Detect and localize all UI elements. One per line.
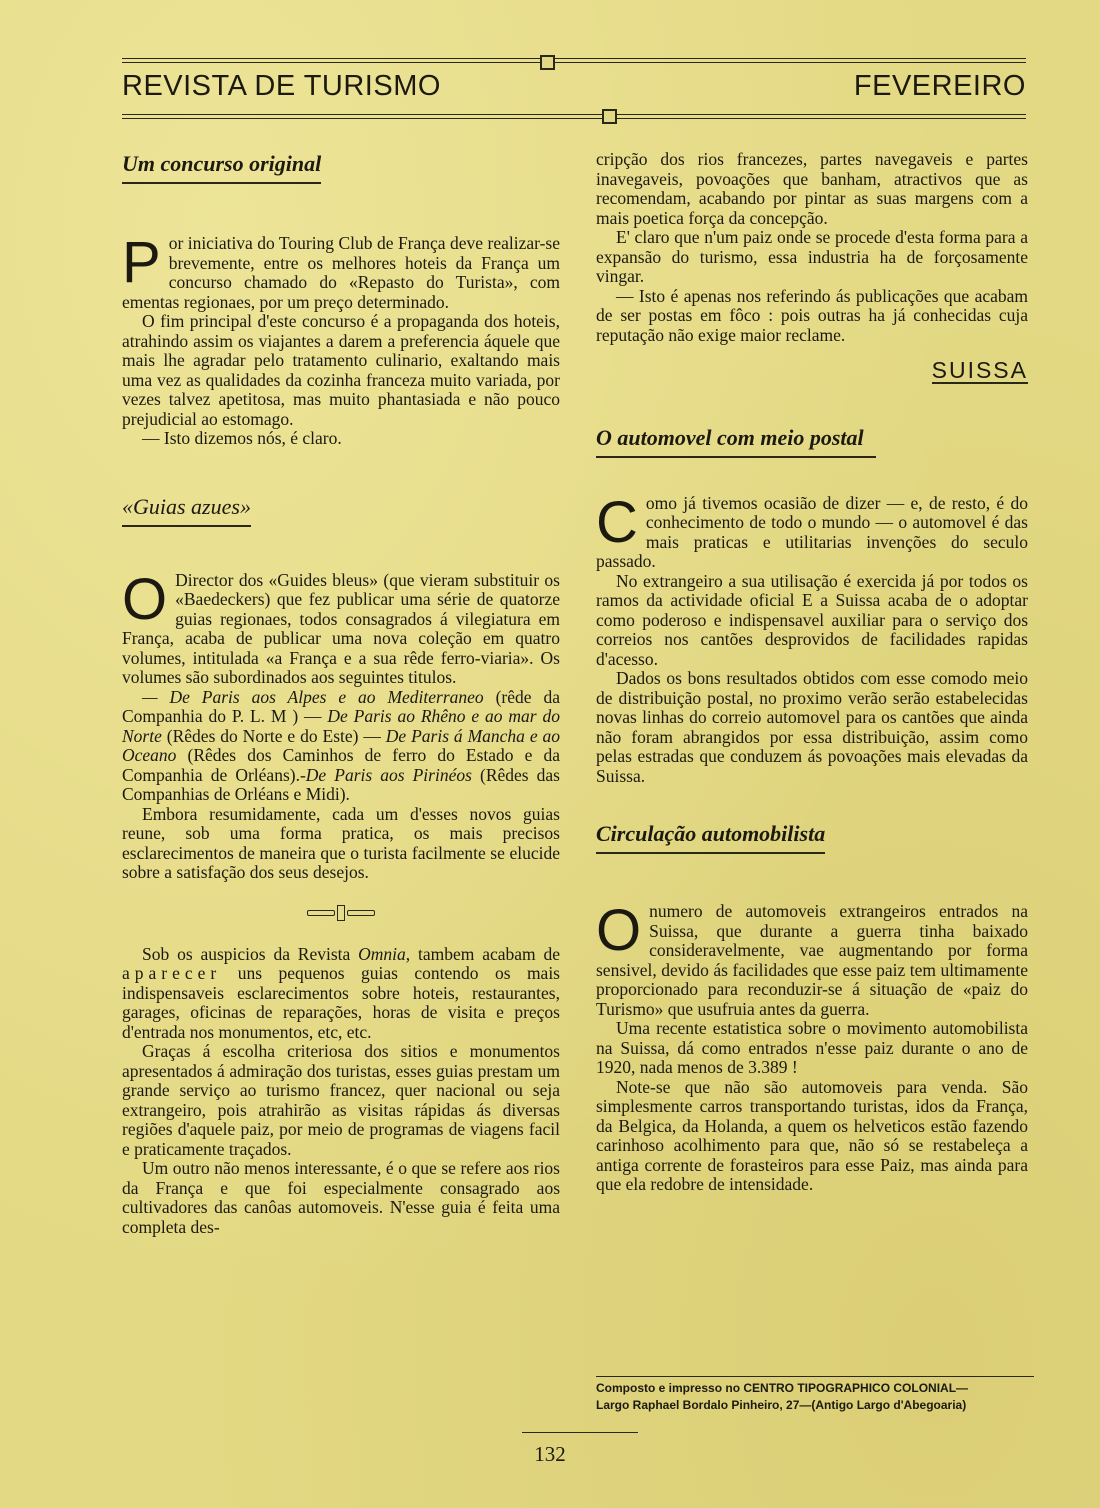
guide-title: De Paris aos Pirinéos: [305, 764, 472, 785]
section-title-circulacao: Circulação automobilista: [596, 820, 825, 854]
printer-imprint: [596, 1376, 1034, 1414]
paragraph-text: Director dos «Guides bleus» (que vieram substituir os «Baedeckers) que fez publicar uma série de quatorze guias regionaes, todos consagrados á vilegiatura em França, acaba de publicar uma nova coleção em quatro volumes, intitulada «a França e a sua rêde ferro-viaria». Os volumes são subordinados aos seguintes titulos.: [122, 569, 560, 687]
guide-title: De Paris á Mancha e ao Oceano: [122, 725, 560, 765]
paragraph-text: Sob os auspicios da Revista: [142, 943, 359, 964]
paragraph: Note-se que não são automoveis para venda. São simplesmente carros transportando turistas, idos da França, da Belgica, da Holanda, a quem os helveticos estão fazendo carinhoso acolhimento para que, não só se restabeleça a antiga corrente de forasteiros para esse Paiz, mas ainda para que ela redobre de intensidade.: [596, 1076, 1028, 1194]
imprint-line: Composto e impresso no CENTRO TIPOGRAPHICO COLONIAL—: [596, 1381, 969, 1395]
paragraph: — Isto é apenas nos referindo ás publicações que acabam de ser postas em fôco : pois outras ha já conhecidas cuja reputação não exige maior reclame.: [596, 285, 1028, 345]
paragraph: Graças á escolha criteriosa dos sitios e monumentos apresentados á admiração dos turistas, esses guias prestam um grande serviço ao turismo francez, quer nacional ou seja extrangeiro, pois atrahirão as visitas rápidas ás diversas regiões d'aquele paiz, por meio de programas de viagens facil e praticamente traçados.: [122, 1041, 560, 1159]
country-heading: [596, 357, 1028, 384]
paragraph-text: (Rêdes do Norte e do Este) —: [161, 725, 386, 746]
paragraph-text: (Rêdes dos Caminhos de ferro do Estado e da Companhia de Orléans).-: [122, 745, 560, 785]
paragraph-text: uns pequenos guias contendo os mais indispensaveis esclarecimentos sobre hoteis, restaurantes, garages, oficinas de reparações, horas de visita e preços d'entrada nos monumentos, etc, etc.: [122, 963, 560, 1042]
paragraph: [596, 489, 1028, 572]
paragraph: Uma recente estatistica sobre o movimento automobilista na Suissa, dá como entrados n'esse paiz durante o ano de 1920, nada menos de 3.389 !: [596, 1018, 1028, 1077]
section-title-automovel-postal: O automovel com meio postal: [596, 424, 876, 458]
paragraph-text: aparecer: [122, 963, 222, 983]
paragraph: Um outro não menos interessante, é o que se refere aos rios da França e que foi especialmente consagrado aos cultivadores das canôas automoveis. N'esse guia é feita uma completa des-: [122, 1158, 560, 1237]
right-column: [596, 150, 1028, 1195]
paragraph: O fim principal d'este concurso é a propaganda dos hoteis, atrahindo assim os viajantes a darem a preferencia áquele que mais lhe agradar pelo tratamento culinario, exaltando mais uma vez as qualidades da cozinha franceza muito variada, por vezes talvez apetitosa, mas muito phantasiada e não pouco prejudicial ao estomago.: [122, 311, 560, 429]
paragraph: — Isto dizemos nós, é claro.: [142, 428, 342, 448]
paragraph: Embora resumidamente, cada um d'esses novos guias reune, sob uma forma pratica, os mais precisos esclarecimentos de maneira que o turista facilmente se elucide sobre a satisfação dos seus desejos.: [122, 803, 560, 882]
paragraph-text: , tambem acabam de: [405, 943, 560, 964]
issue-month: FEVEREIRO: [853, 70, 1026, 102]
paragraph: [122, 688, 560, 805]
footer-rule: [522, 1432, 638, 1433]
paragraph-text: omo já tivemos ocasião de dizer — e, de resto, é do conhecimento de todo o mundo — o automovel é das mais praticas e utilitarias invenções do seculo passado.: [596, 492, 1028, 571]
paragraph-text: (rêde da Companhia do P. L. M ) —: [122, 686, 560, 726]
ornament-divider: [122, 903, 560, 917]
paragraph: No extrangeiro a sua utilisação é exercida já por todos os ramos da actividade oficial E a Suissa acaba de o adoptar como poderoso e indispensavel auxiliar para o serviço dos correios nos cantões desprovidos de facilidades rapidas d'acesso.: [596, 570, 1028, 669]
paragraph: [596, 898, 1028, 1019]
drop-cap: C: [596, 489, 638, 555]
guide-title: De Paris ao Rhêno e ao mar do Norte: [122, 706, 560, 746]
drop-cap: P: [122, 230, 161, 295]
paragraph: [122, 566, 560, 688]
header-ornament-box-2: [602, 109, 617, 124]
paragraph-text: or iniciativa do Touring Club de França deve realizar-se brevemente, entre os melhores hoteis da França um concurso chamado do «Repasto do Turista», com ementas regionaes, por um preço determinado.: [122, 233, 560, 312]
header-ornament-box: [540, 55, 555, 70]
paragraph: [122, 945, 560, 1043]
imprint-line: Largo Raphael Bordalo Pinheiro, 27—(Antigo Largo d'Abegoaria): [596, 1398, 967, 1412]
paragraph: [122, 230, 560, 312]
magazine-title: REVISTA DE TURISMO: [122, 70, 441, 102]
drop-cap: O: [122, 566, 168, 632]
left-column: [122, 150, 560, 1237]
section-title-concurso: Um concurso original: [122, 150, 321, 184]
country-name: SUISSA: [931, 357, 1028, 383]
paragraph: Dados os bons resultados obtidos com esse comodo meio de distribuição postal, no proximo verão serão estabelecidas novas linhas do correio automovel para os cantões que ainda não foram abrangidos por essa distribuição, assim como pelas estradas que conduzem ás povoações mais elevadas da Suissa.: [596, 668, 1028, 786]
magazine-name: Omnia: [358, 943, 406, 964]
paragraph-text: (Rêdes das Companhias de Orléans e Midi).: [122, 764, 560, 804]
paragraph: E' claro que n'um paiz onde se procede d'esta forma para a expansão do turismo, essa industria ha de forçosamente vingar.: [596, 227, 1028, 286]
page-number: 132: [534, 1442, 566, 1466]
guide-title: — De Paris aos Alpes e ao Mediterraneo: [142, 686, 484, 707]
drop-cap: O: [596, 898, 642, 963]
paragraph: cripção dos rios francezes, partes navegaveis e partes inavegaveis, povoações que banham, atractivos que as recomendam, acabando por pintar as suas margens com a mais poetica força da concepção.: [596, 149, 1028, 228]
section-title-guias-azues: «Guias azues»: [122, 493, 251, 527]
paragraph-text: numero de automoveis extrangeiros entrados na Suissa, que durante a guerra tinha baixado consideravelmente, vae augmentando por forma sensivel, devido ás facilidades que esse paiz tem ultimamente proporcionado para reconduzir-se á situação de «paiz do Turismo» que usufruia antes da guerra.: [596, 901, 1028, 1019]
